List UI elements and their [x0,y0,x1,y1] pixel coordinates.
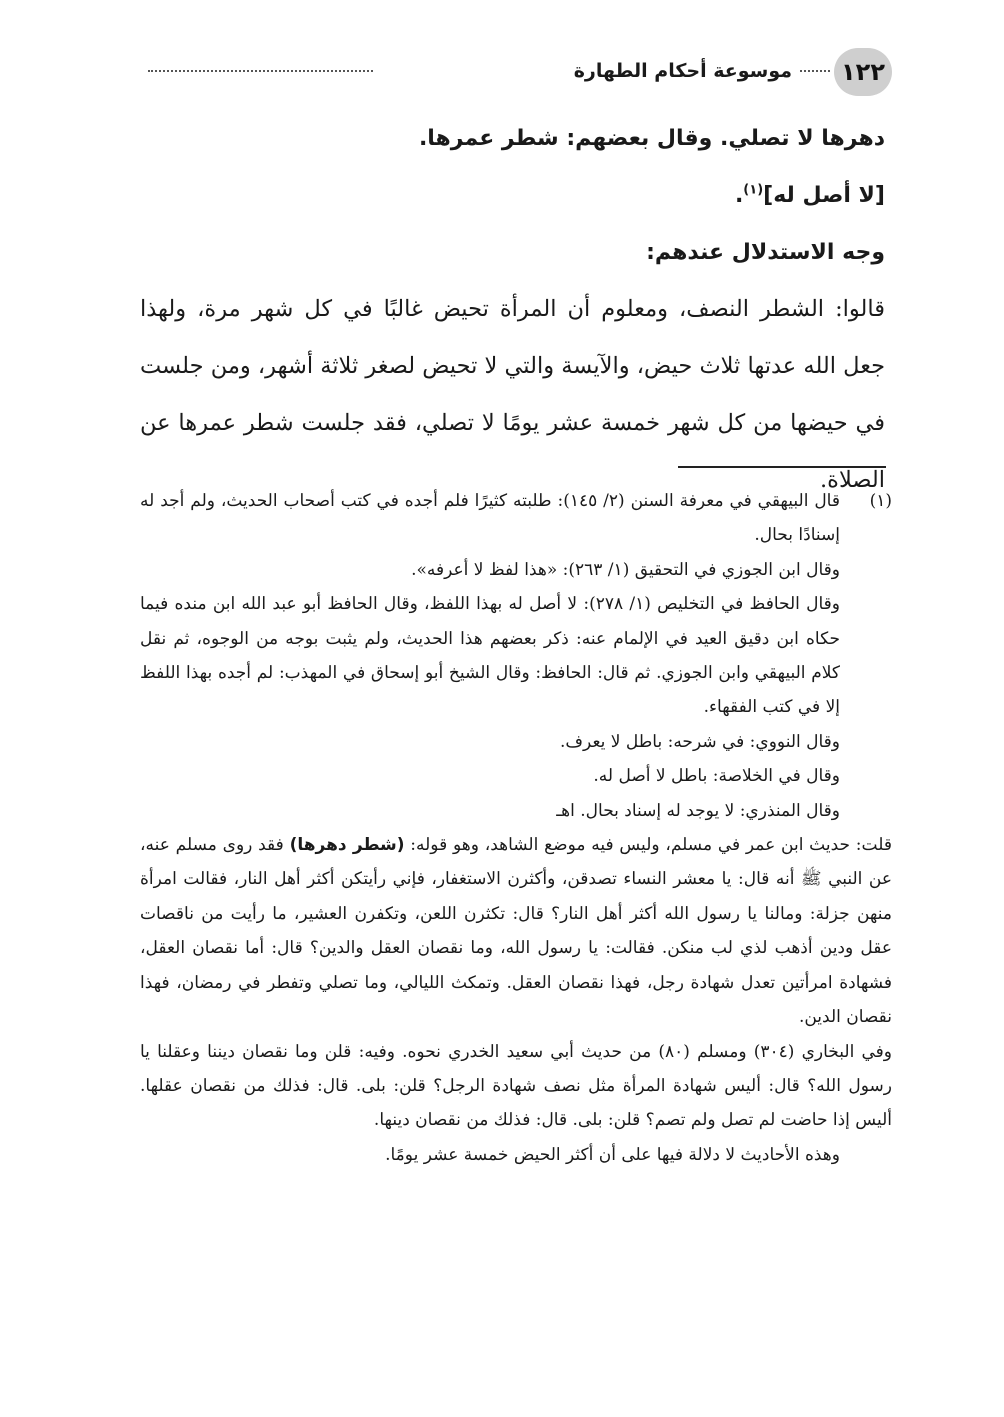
footnote-paragraph-5: وقال في الخلاصة: باطل لا أصل له. [593,766,840,787]
footnote-paragraph-7 [140,828,892,1034]
footnote-paragraph-8: وفي البخاري (٣٠٤) ومسلم (٨٠) من حديث أبي سعيد الخدري نحوه. وفيه: قلن وما نقصان ديننا وعقلنا يا رسول الله؟ قال: أليس شهادة المرأة مثل نصف شهادة الرجل؟ قلن: بلى. قال: فذلك من نقصان عقلها. أليس إذا حاضت لم تصل ولم تصم؟ قلن: بلى. قال: فذلك من نقصان دينها. [140,1041,892,1131]
verdict-text: [لا أصل له] [763,183,885,208]
footnote-paragraph-2: وقال ابن الجوزي في التحقيق (١/ ٢٦٣): «هذا لفظ لا أعرفه». [411,559,840,580]
page-number-badge: ١٢٢ [834,48,892,96]
verdict-end: . [734,183,744,208]
header-dotted-rule-right [800,70,830,74]
footnote-paragraph-6: وقال المنذري: لا يوجد له إسناد بحال. اهـ [556,800,840,821]
header-dotted-rule-left [148,70,373,74]
footnote-body [140,484,840,553]
footnote-p7-bold: (شطر دهرها) [289,835,405,856]
main-line-quote: دهرها لا تصلي. وقال بعضهم: شطر عمرها. [418,126,885,151]
footnote-p7-rest: فقد روى مسلم عنه، عن النبي ﷺ أنه قال: يا معشر النساء تصدقن، وأكثرن الاستغفار، فإني رأيتكن أكثر أهل النار، فقالت امرأة منهن جزلة: ومالنا يا رسول الله أكثر أهل النار؟ قال: تكثرن اللعن، وتكفرن العشير، ما رأيت من ناقصات عقل ودين أذهب لذي لب منكن. فقالت: يا رسول الله، وما نقصان العقل والدين؟ قال: أما نقصان العقل، فشهادة امرأتين تعدل شهادة رجل، فهذا نقصان العقل. وتمكث الليالي، وما تصلي وتفطر في رمضان، فهذا نقصان الدين. [140,835,892,1028]
footnote-1 [140,484,892,553]
hadith-verdict [140,167,885,224]
main-paragraph: قالوا: الشطر النصف، ومعلوم أن المرأة تحيض غالبًا في كل شهر مرة، ولهذا جعل الله عدتها ثلاث حيض، والآيسة والتي لا تحيض لصغر ثلاثة أشهر، ومن جلست في حيضها من كل شهر خمسة عشر يومًا لا تصلي، فقد جلست شطر عمرها عن الصلاة. [140,296,885,493]
page-header [140,46,892,98]
footnote-number: (١) [869,491,892,511]
footnote-paragraph-1: قال البيهقي في معرفة السنن (٢/ ١٤٥): طلبته كثيرًا فلم أجده في كتب أصحاب الحديث، ولم أجد له إسنادًا بحال. [140,491,840,546]
footnote-paragraph-9: وهذه الأحاديث لا دلالة فيها على أن أكثر الحيض خمسة عشر يومًا. [385,1144,840,1165]
section-heading: وجه الاستدلال عندهم: [646,240,885,265]
footnotes [140,484,892,1172]
main-text [140,110,885,509]
footnote-p7-start: قلت: حديث ابن عمر في مسلم، وليس فيه موضع الشاهد، وهو قوله: [404,835,892,856]
book-title: موسوعة أحكام الطهارة [573,60,792,82]
footnote-paragraph-4: وقال النووي: في شرحه: باطل لا يعرف. [560,731,840,752]
footnote-reference: (١) [743,182,764,198]
footnote-paragraph-3: وقال الحافظ في التخليص (١/ ٢٧٨): لا أصل له بهذا اللفظ، وقال الحافظ أبو عبد الله ابن منده فيما حكاه ابن دقيق العيد في الإلمام عنه: ذكر بعضهم هذا الحديث، ولم يثبت بوجه من الوجوه، ثم نقل كلام البيهقي وابن الجوزي. ثم قال: الحافظ: وقال الشيخ أبو إسحاق في المهذب: لم أجده بهذا اللفظ إلا في كتب الفقهاء. [140,594,841,718]
footnote-separator [678,466,886,468]
